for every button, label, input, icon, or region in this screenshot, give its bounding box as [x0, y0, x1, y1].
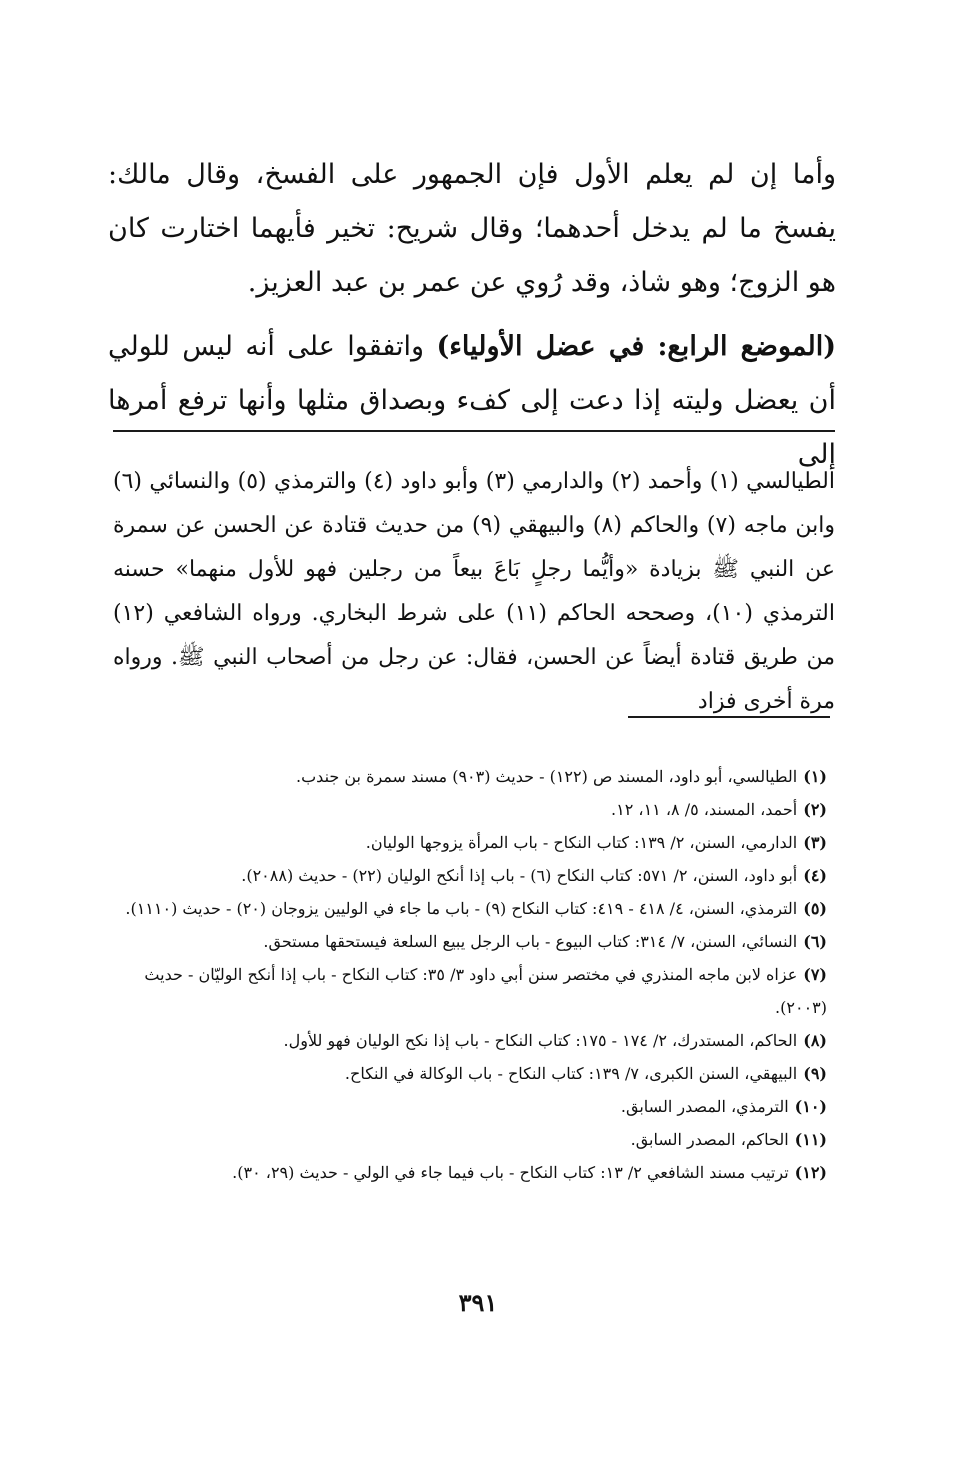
footnote-text: عزاه لابن ماجه المنذري في مختصر سنن أبي داود ٣/ ٣٥: كتاب النكاح - باب إذا أنكح الوليّان - حديث (٢٠٠٣). — [144, 965, 827, 1017]
footnote-text: الترمذي، المصدر السابق. — [620, 1097, 789, 1116]
footnote-text: أحمد، المسند، ٥/ ٨، ١١، ١٢. — [611, 800, 798, 819]
footnote-number: (٥) — [803, 899, 827, 918]
footnote-number: (١) — [803, 767, 827, 786]
footnote-item — [108, 1156, 835, 1189]
footnote-text: البيهقي، السنن الكبرى، ٧/ ١٣٩: كتاب النكاح - باب الوكالة في النكاح. — [344, 1064, 798, 1083]
commentary-paragraph: الطيالسي (١) وأحمد (٢) والدارمي (٣) وأبو داود (٤) والترمذي (٥) والنسائي (٦) وابن ماجه (٧) والحاكم (٨) والبيهقي (٩) من حديث قتادة عن الحسن عن سمرة عن النبي ﷺ بزيادة «وأيُّما رجلٍ بَاعَ بيعاً من رجلين فهو للأول منهما» حسنه الترمذي (١٠)، وصححه الحاكم (١١) على شرط البخاري. ورواه الشافعي (١٢) من طريق قتادة أيضاً عن الحسن، فقال: عن رجل من أصحاب النبي ﷺ. ورواه مرة أخرى فزاد — [113, 469, 836, 714]
footnote-number: (١٠) — [794, 1097, 827, 1116]
main-text-block — [108, 148, 836, 492]
footnote-item — [108, 925, 835, 958]
footnote-item — [108, 892, 835, 925]
footnote-divider-line — [628, 716, 830, 718]
footnote-number: (٦) — [803, 932, 827, 951]
footnote-number: (٧) — [803, 965, 827, 984]
footnote-item — [108, 826, 835, 859]
footnote-item — [108, 1024, 835, 1057]
footnote-item — [108, 793, 835, 826]
footnote-text: الترمذي، السنن، ٤/ ٤١٨ - ٤١٩: كتاب النكاح (٩) - باب ما جاء في الوليين يزوجان (٢٠) - حديث (١١١٠). — [125, 899, 798, 918]
footnote-number: (١٢) — [794, 1163, 827, 1182]
footnote-text: الحاكم، المصدر السابق. — [630, 1130, 789, 1149]
footnote-text: الدارمي، السنن، ٢/ ١٣٩: كتاب النكاح - باب المرأة يزوجها الوليان. — [365, 833, 798, 852]
footnote-item — [108, 760, 835, 793]
footnote-number: (٤) — [803, 866, 827, 885]
footnote-text: النسائي، السنن، ٧/ ٣١٤: كتاب البيوع - باب الرجل يبيع السلعة فيستحقها مستحق. — [263, 932, 798, 951]
footnote-text: أبو داود، السنن، ٢/ ٥٧١: كتاب النكاح (٦) - باب إذا أنكح الوليان (٢٢) - حديث (٢٠٨٨). — [241, 866, 798, 885]
footnote-text: الطيالسي، أبو داود، المسند ص (١٢٢) - حديث (٩٠٣) مسند سمرة بن جندب. — [296, 767, 798, 786]
footnote-text: ترتيب مسند الشافعي ٢/ ١٣: كتاب النكاح - باب فيما جاء في الولي - حديث (٢٩، ٣٠). — [232, 1163, 789, 1182]
footnote-item — [108, 1057, 835, 1090]
footnote-number: (٩) — [803, 1064, 827, 1083]
footnote-item — [108, 958, 835, 1024]
footnote-number: (١١) — [794, 1130, 827, 1149]
main-paragraph-1: وأما إن لم يعلم الأول فإن الجمهور على الفسخ، وقال مالك: يفسخ ما لم يدخل أحدهما؛ وقال شريح: تخير فأيهما اختارت كان هو الزوج؛ وهو شاذ، وقد رُوي عن عمر بن عبد العزيز. — [108, 159, 836, 298]
footnote-item — [108, 859, 835, 892]
main-divider-line — [113, 430, 835, 432]
main-paragraph-2 — [108, 320, 836, 482]
footnote-number: (٨) — [803, 1031, 827, 1050]
main-paragraph-2-text: واتفقوا على أنه ليس للولي أن يعضل وليته إذا دعت إلى كفء وبصداق مثلها وأنها ترفع أمرها إلى — [108, 331, 836, 470]
footnote-number: (٣) — [803, 833, 827, 852]
footnote-item — [108, 1123, 835, 1156]
footnote-number: (٢) — [803, 800, 827, 819]
page-number: ٣٩١ — [458, 1288, 498, 1317]
section-heading: (الموضع الرابع: في عضل الأولياء) — [436, 331, 837, 362]
footnote-text: الحاكم، المستدرك، ٢/ ١٧٤ - ١٧٥: كتاب النكاح - باب إذا نكح الوليان فهو للأول. — [283, 1031, 798, 1050]
footnotes-list — [108, 760, 835, 1189]
footnote-item — [108, 1090, 835, 1123]
commentary-block — [113, 460, 835, 724]
